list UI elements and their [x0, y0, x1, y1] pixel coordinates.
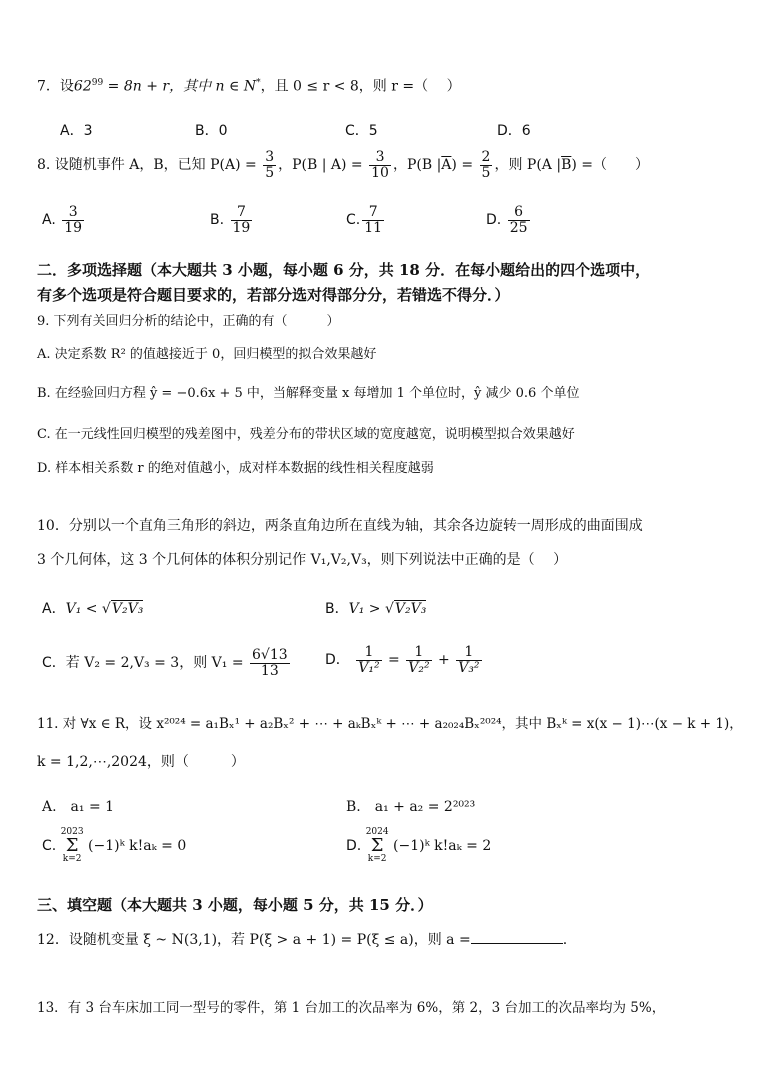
q12-stem: 12．设随机变量 ξ ~ N(3,1)，若 P(ξ > a + 1) = P(ξ ≤ a)，则 a = .	[37, 932, 568, 948]
q10-stem-line2: 3 个几何体，这 3 个几何体的体积分别记作 V₁,V₂,V₃，则下列说法中正确的是（ ）	[37, 552, 568, 568]
section2-heading-line1: 二．多项选择题（本大题共 3 小题，每小题 6 分，共 18 分．在每小题给出的四个选项中，	[37, 261, 651, 279]
section3-heading: 三、填空题（本大题共 3 小题，每小题 5 分，共 15 分．）	[37, 896, 433, 914]
q9-option-d: D. 样本相关系数 r 的绝对值越小，成对样本数据的线性相关程度越弱	[37, 461, 434, 476]
q8-option-a: A. $\frac{3}{19}$	[42, 204, 83, 236]
q10-stem-line1: 10．分别以一个直角三角形的斜边，两条直角边所在直线为轴，其余各边旋转一周形成的曲面围成	[37, 518, 643, 534]
q11-option-a: A. a₁ = 1	[42, 799, 115, 815]
q11-option-c: C. 2023 Σ k=2 (−1)ᵏ k!aₖ = 0	[42, 827, 187, 864]
q11-stem-line1: 11. 对 ∀x ∈ R，设 x²⁰²⁴ = a₁Bₓ¹ + a₂Bₓ² + ⋯ + aₖBₓᵏ + ⋯ + a₂₀₂₄Bₓ²⁰²⁴，其中 Bₓᵏ = x(x − 1)⋯(x − k + 1)，	[37, 716, 743, 732]
q8-stem: 8. 设随机事件 A，B，已知 P(A) = $\frac{3}{5}$ ，P(B | A) = $\frac{3}{10}$ ，P(B $|\overline{A}$) = $\frac{2}{5}$ ，则 P(A $|\overline{B}$) =（ ）	[37, 149, 650, 181]
q7-stem: 7．设$62^{99} = 8n + r$，其中 n ∈ N*，且 0 ≤ r < 8，则 r =（ ）	[37, 78, 461, 95]
q7-option-c: C．5	[345, 123, 378, 139]
q8-pbna-fraction: $\frac{2}{5}$	[481, 149, 491, 181]
q9-option-b: B. 在经验回归方程 ŷ = −0.6x + 5 中，当解释变量 x 每增加 1 个单位时，ŷ 减少 0.6 个单位	[37, 386, 580, 401]
q8-option-d: D. $\frac{6}{25}$	[486, 204, 528, 236]
q8-pba-fraction: $\frac{3}{10}$	[371, 149, 389, 181]
q11-stem-line2: k = 1,2,⋯,2024，则（ ）	[37, 754, 245, 770]
q9-option-c: C. 在一元线性回归模型的残差图中，残差分布的带状区域的宽度越宽，说明模型拟合效果越好	[37, 427, 575, 442]
q10-option-b: B．V₁ > √V₂V₃	[325, 601, 427, 617]
q8-option-c: C. $\frac{7}{11}$	[346, 204, 383, 236]
q13-stem: 13．有 3 台车床加工同一型号的零件，第 1 台加工的次品率为 6%，第 2，3 台加工的次品率均为 5%，	[37, 1000, 666, 1016]
q10-option-c: C．若 V₂ = 2,V₃ = 3，则 V₁ = $\frac{6√13}{13}$	[42, 647, 288, 679]
q11-option-d: D. 2024 Σ k=2 (−1)ᵏ k!aₖ = 2	[346, 827, 492, 864]
q10-option-a: A．V₁ < √V₂V₃	[42, 601, 144, 617]
q8-pa-fraction: $\frac{3}{5}$	[265, 149, 275, 181]
q7-option-d: D．6	[497, 123, 531, 139]
q7-option-a: A．3	[60, 123, 93, 139]
sum-symbol: 2024 Σ k=2	[365, 827, 389, 864]
q9-stem: 9. 下列有关回归分析的结论中，正确的有（ ）	[37, 314, 340, 329]
q8-option-b: B. $\frac{7}{19}$	[210, 204, 251, 236]
answer-blank[interactable]	[471, 931, 563, 944]
q11-option-b: B. a₁ + a₂ = 2²⁰²³	[346, 799, 476, 815]
sum-symbol: 2023 Σ k=2	[60, 827, 84, 864]
q7-option-b: B．0	[195, 123, 228, 139]
q10-option-d: D． $\frac{1}{\text{V₁²}}$ = $\frac{1}{\text{V₂²}}$ + $\frac{1}{\text{V₃²}}$	[325, 644, 480, 676]
section2-heading-line2: 有多个选项是符合题目要求的，若部分选对得部分分，若错选不得分．）	[37, 286, 510, 304]
q9-option-a: A. 决定系数 R² 的值越接近于 0，回归模型的拟合效果越好	[37, 347, 377, 362]
